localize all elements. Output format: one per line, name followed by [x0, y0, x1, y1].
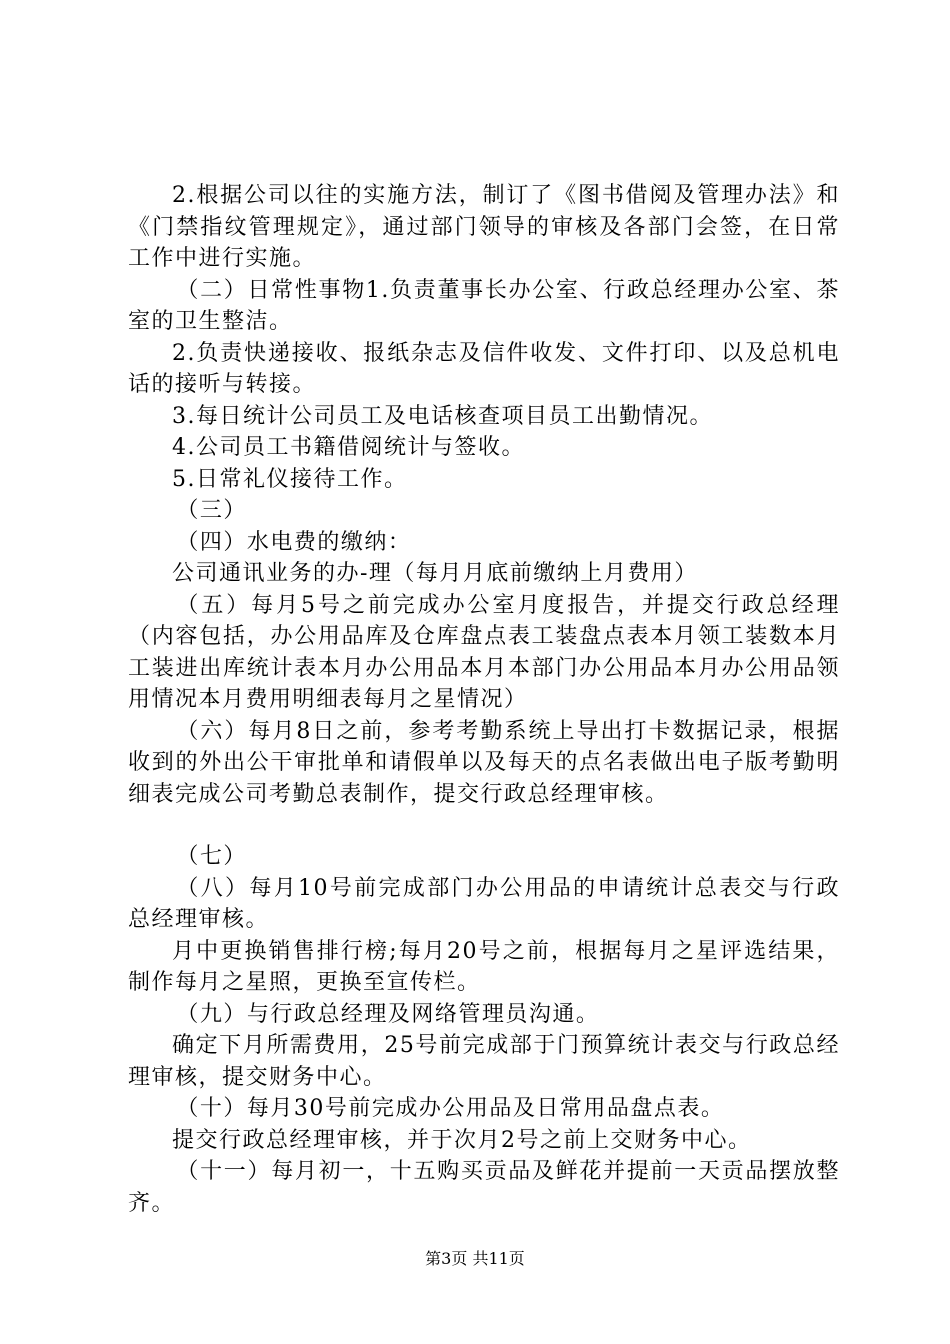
paragraph-reception: 5.日常礼仪接待工作。 [172, 466, 408, 492]
paragraph-library-rules: 2.根据公司以往的实施方法，制订了《图书借阅及管理办法》和《门禁指纹管理规定》，通过部门领导的审核及各部门会签，在日常工作中进行实施。 [128, 183, 840, 271]
paragraph-budget: 确定下月所需费用，25号前完成部于门预算统计表交与行政总经理审核，提交财务中心。 [128, 1033, 840, 1090]
paragraph-office-supplies-request: （八）每月10号前完成部门办公用品的申请统计总表交与行政总经理审核。 [128, 875, 840, 932]
paragraph-sales-ranking: 月中更换销售排行榜;每月20号之前，根据每月之星评选结果，制作每月之星照，更换至宣传栏。 [128, 938, 840, 995]
paragraph-utility-fees: （四）水电费的缴纳： [176, 529, 412, 555]
paragraph-daily-affairs: （二）日常性事物1.负责董事长办公室、行政总经理办公室、茶室的卫生整洁。 [128, 277, 840, 334]
paragraph-section-three: （三） [176, 498, 247, 523]
paragraph-spacer [128, 810, 840, 841]
page-number-footer: 第3页 共11页 [425, 1249, 525, 1268]
paragraph-book-lending: 4.公司员工书籍借阅统计与签收。 [172, 435, 525, 460]
paragraph-monthly-report: （五）每月5号之前完成办公室月度报告，并提交行政总经理（内容包括，办公用品库及仓库盘点表工装盘点表本月领工装数本月工装进出库统计表本月办公用品本月本部门办公用品本月办公用品领用情况本月费用明细表每月之星情况） [128, 592, 840, 712]
document-body [128, 180, 840, 1219]
paragraph-attendance-check: 3.每日统计公司员工及电话核查项目员工出勤情况。 [172, 403, 713, 429]
paragraph-offerings: （十一）每月初一，十五购买贡品及鲜花并提前一天贡品摆放整齐。 [128, 1159, 840, 1216]
paragraph-finance-submit: 提交行政总经理审核，并于次月2号之前上交财务中心。 [172, 1127, 752, 1153]
paragraph-section-seven: （七） [176, 844, 247, 869]
paragraph-communication: （九）与行政总经理及网络管理员沟通。 [176, 1001, 600, 1027]
paragraph-courier-mail: 2.负责快递接收、报纸杂志及信件收发、文件打印、以及总机电话的接听与转接。 [128, 340, 840, 397]
paragraph-attendance-summary: （六）每月8日之前，参考考勤系统上导出打卡数据记录，根据收到的外出公干审批单和请假单以及每天的点名表做出电子版考勤明细表完成公司考勤总表制作，提交行政总经理审核。 [128, 718, 840, 807]
paragraph-inventory: （十）每月30号前完成办公用品及日常用品盘点表。 [176, 1096, 725, 1121]
paragraph-telecom: 公司通讯业务的办-理（每月月底前缴纳上月费用） [172, 561, 698, 586]
